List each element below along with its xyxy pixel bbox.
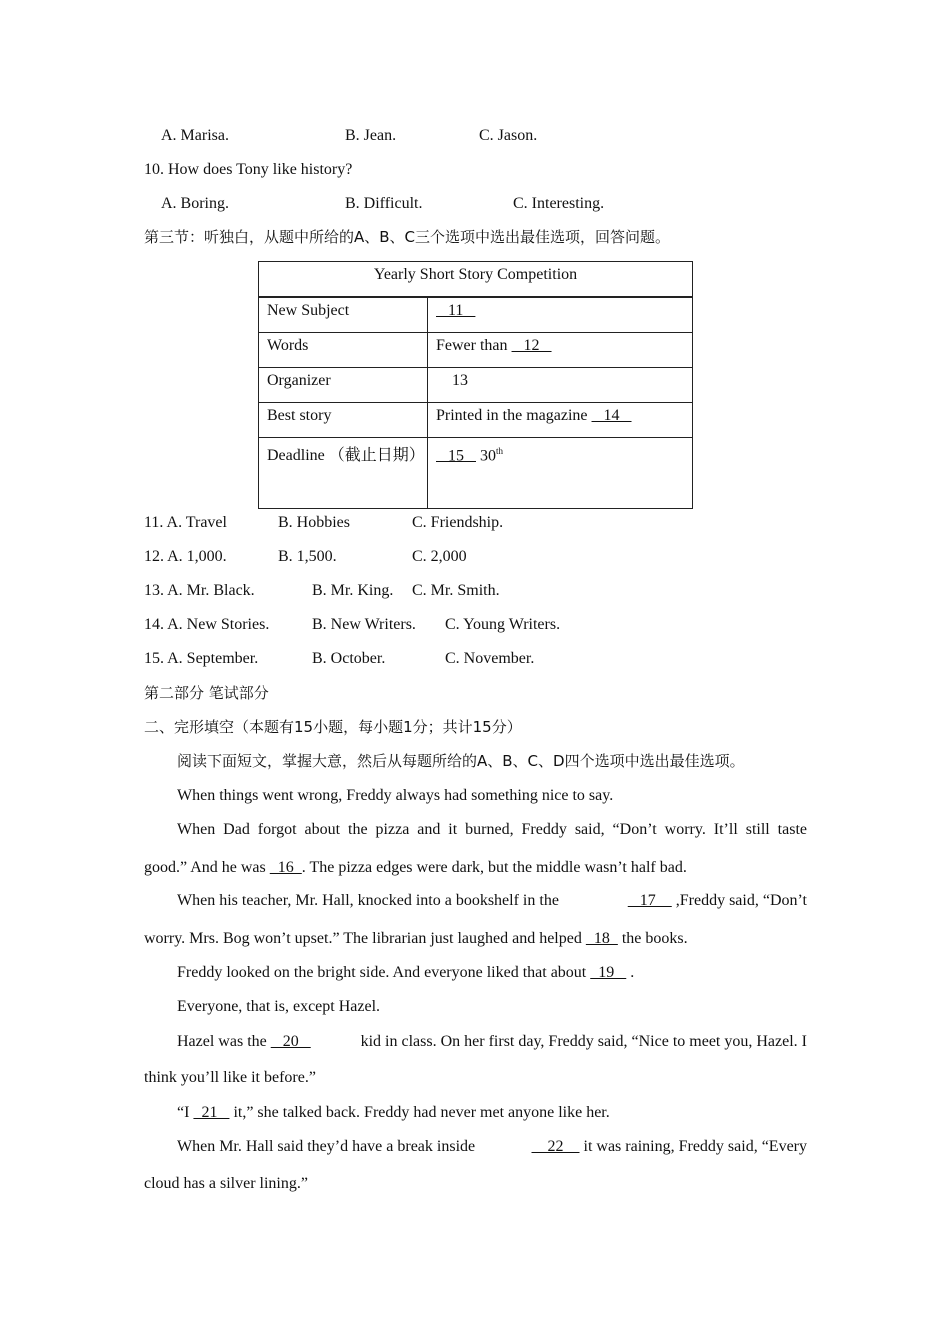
passage-paragraph: Everyone, that is, except Hazel.	[177, 998, 381, 1015]
table-row	[259, 333, 693, 368]
row-label: Best story	[259, 403, 428, 438]
q12-option-b: B. 1,500.	[278, 548, 337, 565]
cloze-instruction: 阅读下面短文，掌握大意，然后从每题所给的A、B、C、D四个选项中选出最佳选项。	[177, 752, 745, 770]
row-value: 15 30th	[428, 438, 693, 509]
row-value: Printed in the magazine 14	[428, 403, 693, 438]
passage-paragraph: “I 21 it,” she talked back. Freddy had never met anyone like her.	[177, 1104, 610, 1121]
blank-11: 11	[436, 302, 476, 319]
q12-option-c: C. 2,000	[412, 548, 467, 565]
row-label: Organizer	[259, 368, 428, 403]
row-label: New Subject	[259, 297, 428, 333]
q13-option-b: B. Mr. King.	[312, 582, 394, 599]
blank-19: 19	[590, 964, 627, 981]
row-label: Words	[259, 333, 428, 368]
table-row	[259, 403, 693, 438]
q11-option-c: C. Friendship.	[412, 514, 504, 531]
passage-paragraph: When Dad forgot about the pizza and it burned, Freddy said, “Don’t worry. It’ll still taste	[177, 821, 807, 838]
blank-22: 22	[531, 1138, 580, 1155]
q15-option-b: B. October.	[312, 650, 386, 667]
blank-17: 17	[627, 892, 672, 909]
passage-paragraph-cont: think you’ll like it before.”	[144, 1069, 316, 1086]
q11-option-a: 11. A. Travel	[144, 514, 227, 531]
table-title: Yearly Short Story Competition	[259, 262, 693, 298]
competition-table	[258, 261, 693, 509]
q14-option-c: C. Young Writers.	[445, 616, 561, 633]
q13-option-a: 13. A. Mr. Black.	[144, 582, 255, 599]
part2-heading: 第二部分 笔试部分	[144, 684, 269, 702]
blank-14: 14	[591, 407, 632, 424]
q12-option-a: 12. A. 1,000.	[144, 548, 227, 565]
row-label: Deadline （截止日期）	[259, 438, 428, 509]
q10-option-c: C. Interesting.	[513, 195, 605, 212]
q10-option-a: A. Boring.	[161, 195, 229, 212]
q9-option-b: B. Jean.	[345, 127, 397, 144]
blank-13: 13	[452, 372, 468, 389]
blank-16: 16	[269, 859, 302, 876]
passage-paragraph-cont: good.” And he was 16 . The pizza edges were dark, but the middle wasn’t half bad.	[144, 859, 687, 876]
passage-paragraph: When things went wrong, Freddy always had something nice to say.	[177, 787, 614, 804]
q10-option-b: B. Difficult.	[345, 195, 423, 212]
blank-12: 12	[511, 337, 552, 354]
table-row	[259, 297, 693, 333]
section3-instruction: 第三节：听独白，从题中所给的A、B、C三个选项中选出最佳选项，回答问题。	[144, 228, 671, 246]
row-value	[428, 368, 693, 403]
blank-20: 20	[270, 1033, 311, 1050]
q14-option-a: 14. A. New Stories.	[144, 616, 270, 633]
row-value	[428, 297, 693, 333]
passage-paragraph: Freddy looked on the bright side. And everyone liked that about 19 .	[177, 964, 635, 981]
passage-paragraph-cont: cloud has a silver lining.”	[144, 1175, 308, 1192]
table-row	[259, 438, 693, 509]
blank-15: 15	[436, 447, 476, 465]
q15-option-a: 15. A. September.	[144, 650, 259, 667]
q9-option-a: A. Marisa.	[161, 127, 229, 144]
blank-21: 21	[193, 1104, 230, 1121]
q11-option-b: B. Hobbies	[278, 514, 350, 531]
table-row	[259, 368, 693, 403]
passage-paragraph: When his teacher, Mr. Hall, knocked into a bookshelf in the 17 ,Freddy said, “Don’t	[177, 892, 807, 909]
q13-option-c: C. Mr. Smith.	[412, 582, 500, 599]
row-value: Fewer than 12	[428, 333, 693, 368]
passage-paragraph-cont: worry. Mrs. Bog won’t upset.” The librarian just laughed and helped 18 the books.	[144, 930, 688, 947]
q15-option-c: C. November.	[445, 650, 535, 667]
q10-question: 10. How does Tony like history?	[144, 161, 353, 178]
q9-option-c: C. Jason.	[479, 127, 538, 144]
q14-option-b: B. New Writers.	[312, 616, 416, 633]
blank-18: 18	[585, 930, 618, 947]
cloze-heading: 二、完形填空（本题有15小题，每小题1分；共计15分）	[144, 718, 522, 736]
passage-paragraph: When Mr. Hall said they’d have a break inside 22 it was raining, Freddy said, “Every	[177, 1138, 807, 1155]
passage-paragraph: Hazel was the 20 kid in class. On her first day, Freddy said, “Nice to meet you, Hazel. I	[177, 1033, 807, 1050]
